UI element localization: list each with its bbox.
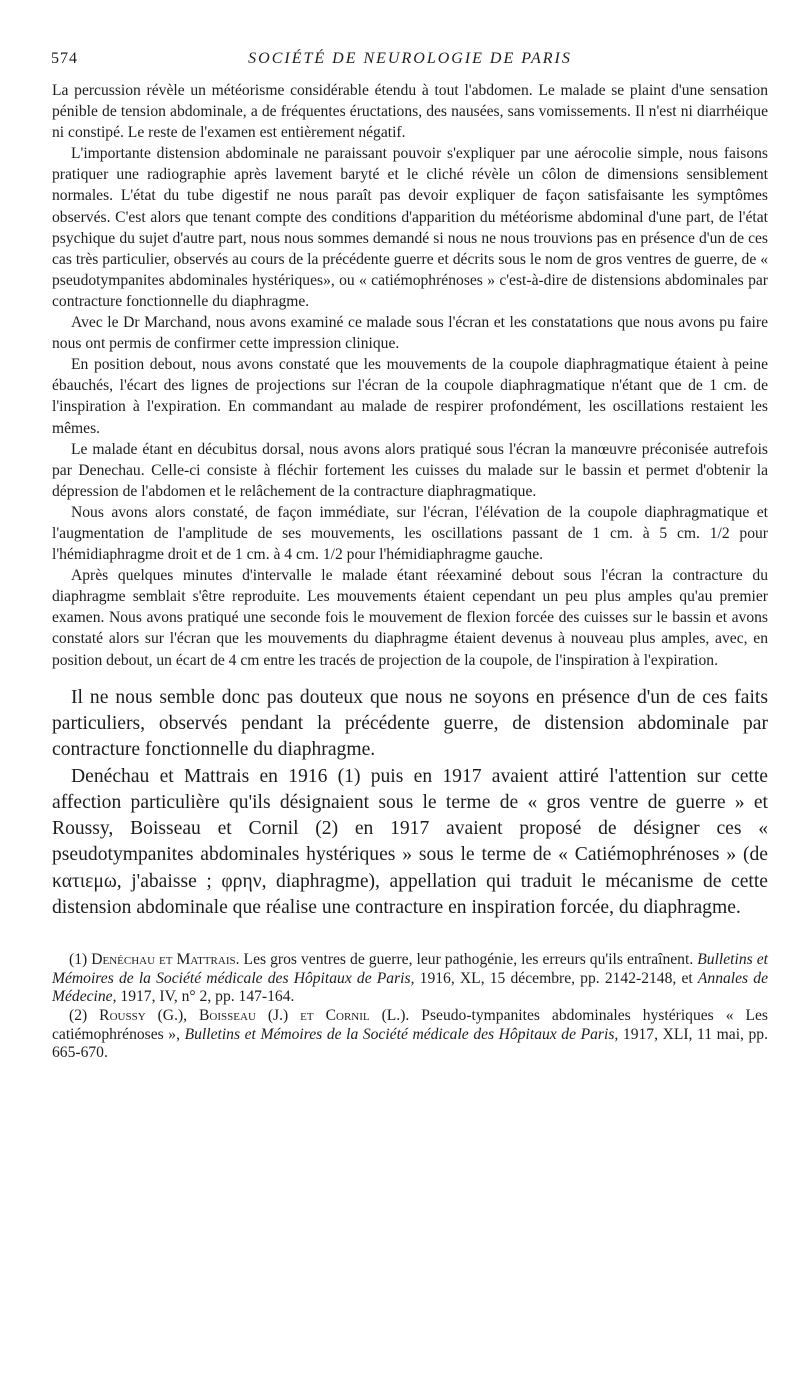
- page-number: 574: [51, 50, 78, 67]
- journal-title: SOCIÉTÉ DE NEUROLOGIE DE PARIS: [248, 50, 572, 67]
- footnote-2: [52, 1007, 768, 1063]
- footnote-1: [52, 951, 768, 1007]
- discussion-section: [52, 685, 768, 922]
- running-head: [52, 50, 768, 80]
- footnote-1-authors: Denéchau et Mattrais.: [91, 951, 240, 969]
- footnote-2-marker: (2): [69, 1007, 88, 1025]
- observation-paragraph-7: Après quelques minutes d'intervalle le malade étant réexaminé debout sous l'écran la contracture du diaphragme semblait s'être reproduite. Les mouvements étaient cependant un peu plus amples qu'au premier examen. Nous avons pratiqué une seconde fois le mouvement de flexion forcée des cuisses sur le bassin et avons constaté alors sur l'écran que les mouvements du diaphragme étaient devenus à nouveau plus amples, avec, en position debout, un écart de 4 cm entre les tracés de projection de la coupole, de l'inspiration à l'expiration.: [52, 567, 768, 669]
- observation-paragraph-3: Avec le Dr Marchand, nous avons examiné ce malade sous l'écran et les constatations que nous avons pu faire nous ont permis de confirmer cette impression clinique.: [52, 314, 768, 353]
- footnote-1-journal: Bulletins et Mémoires de la Société médicale des Hôpitaux de Paris,: [52, 951, 768, 987]
- footnote-1-marker: (1): [69, 951, 88, 969]
- observation-section: [52, 80, 768, 671]
- observation-paragraph-4: En position debout, nous avons constaté que les mouvements de la coupole diaphragmatique étaient à peine ébauchés, l'écart des lignes de projections sur l'écran de la coupole diaphragmatique n'étant que de 1 cm. de l'inspiration à l'expiration. En commandant au malade de respirer profondément, les oscillations restaient les mêmes.: [52, 356, 768, 437]
- footnote-2-title: Pseudo-tympanites abdominales hystériques « Les catiémophrénoses »,: [52, 1007, 769, 1043]
- footnote-1-journal-2: Annales de Médecine,: [52, 969, 769, 1006]
- footnote-1-detail: 1916, XL, 15 décembre, pp. 2142-2148, et: [419, 969, 693, 987]
- discussion-paragraph-2: Denéchau et Mattrais en 1916 (1) puis en 1917 avaient attiré l'attention sur cette affection particulière qu'ils désignaient sous le terme de « gros ventre de guerre » et Roussy, Boisseau et Cornil (2) en 1917 avaient proposé de désigner ces « pseudotympanites abdominales hystériques » sous le terme de « Catiémophrénoses » (de κατιεμω, j'abaisse ; φρην, diaphragme), appellation qui traduit le mécanisme de cette distension abdominale que réalise une contracture en inspiration forcée, du diaphragme.: [52, 765, 768, 918]
- observation-paragraph-6: Nous avons alors constaté, de façon immédiate, sur l'écran, l'élévation de la coupole diaphragmatique et l'augmentation de l'amplitude de ses mouvements, les oscillations passant de 1 cm. à 5 cm. 1/2 pour l'hémidiaphragme droit et de 1 cm. à 4 cm. 1/2 pour l'hémidiaphragme gauche.: [52, 503, 768, 564]
- page: [52, 50, 768, 1063]
- footnote-2-detail: 1917, XLI, 11 mai, pp. 665-670.: [52, 1025, 768, 1062]
- footnote-1-detail-2: 1917, IV, n° 2, pp. 147-164.: [120, 988, 295, 1006]
- footnote-2-authors: Roussy (G.), Boisseau (J.) et Cornil (L.).: [99, 1007, 410, 1025]
- footnote-1-title: Les gros ventres de guerre, leur pathogénie, les erreurs qu'ils entraînent.: [243, 951, 694, 969]
- footnotes: [52, 951, 768, 1063]
- observation-paragraph-1: La percussion révèle un météorisme considérable étendu à tout l'abdomen. Le malade se plaint d'une sensation pénible de tension abdominale, a de fréquentes éructations, des nausées, sans vomissements. Il n'est ni diarrhéique ni constipé. Le reste de l'examen est entièrement négatif.: [52, 82, 768, 142]
- observation-paragraph-2: L'importante distension abdominale ne paraissant pouvoir s'expliquer par une aérocolie simple, nous faisons pratiquer une radiographie après lavement baryté et le cliché révèle un côlon de dimensions sensiblement normales. L'état du tube digestif ne nous paraît pas devoir expliquer de façon satisfaisante les symptômes observés. C'est alors que tenant compte des conditions d'apparition du météorisme abdominal d'une part, de l'état psychique du sujet d'autre part, nous nous sommes demandé si nous ne nous trouvions pas en présence d'un de ces cas très particulier, observés au cours de la précédente guerre et décrits sous le nom de gros ventres de guerre, de « pseudotympanites abdominales hystériques», ou « catiémophrénoses » c'est-à-dire de distensions abdominales par contracture fonctionnelle du diaphragme.: [52, 145, 768, 310]
- observation-paragraph-5: Le malade étant en décubitus dorsal, nous avons alors pratiqué sous l'écran la manœuvre préconisée autrefois par Denechau. Celle-ci consiste à fléchir fortement les cuisses du malade sur le bassin et permet d'obtenir la dépression de l'abdomen et le relâchement de la contracture diaphragmatique.: [52, 440, 768, 500]
- footnote-2-journal: Bulletins et Mémoires de la Société médicale des Hôpitaux de Paris,: [184, 1025, 619, 1043]
- discussion-paragraph-1: Il ne nous semble donc pas douteux que nous ne soyons en présence d'un de ces faits particuliers, observés pendant la précédente guerre, de distension abdominale par contracture fonctionnelle du diaphragme.: [52, 686, 768, 761]
